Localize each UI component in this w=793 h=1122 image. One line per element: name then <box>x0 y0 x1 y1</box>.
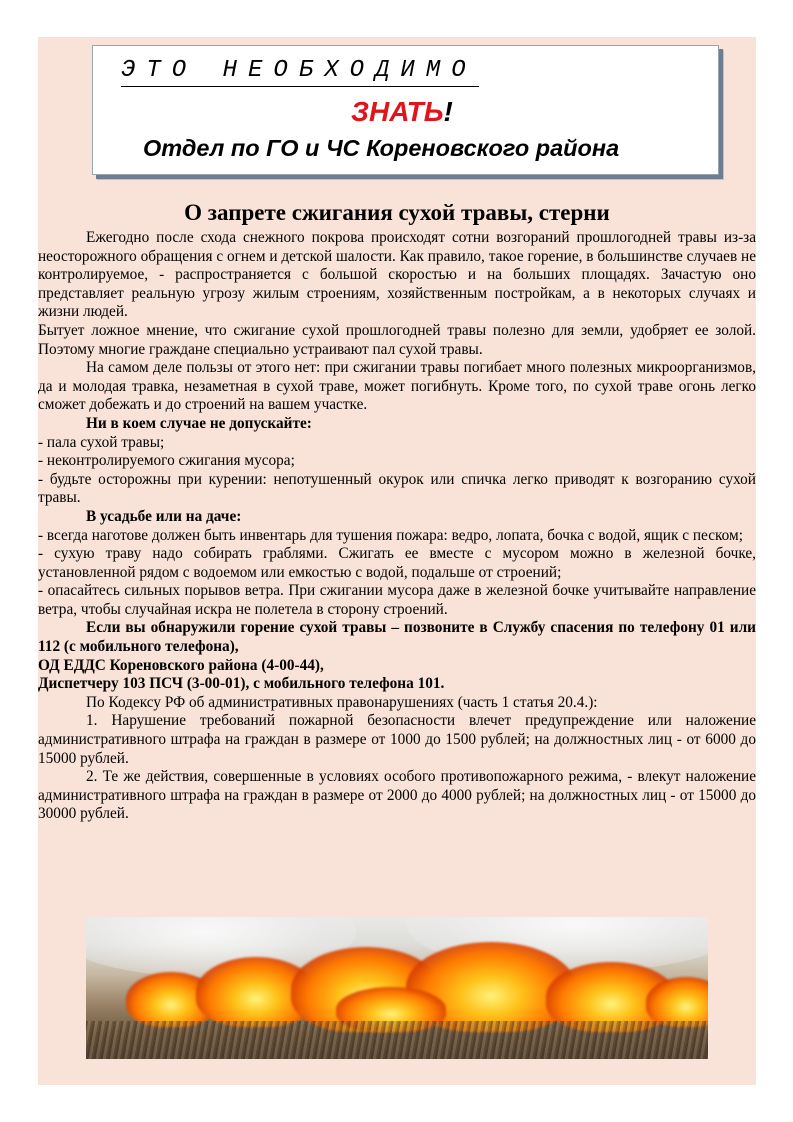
paragraph-intro: Ежегодно после схода снежного покрова происходят сотни возгораний прошлогодней травы из-за неосторожного обращения с огнем и детской шалости. Как правило, такое горение, в большинстве случаев не контролируемое, - распространяется с большой скоростью и на больших площадях. Зачастую оно представляет реальную угрозу жилым строениям, хозяйственным постройкам, а в некоторых случаях и жизни людей. <box>38 229 756 321</box>
heading-prohibited: Ни в коем случае не допускайте: <box>86 414 312 432</box>
header-know-word: ЗНАТЬ <box>351 96 444 127</box>
paragraph-fine-2: 2. Те же действия, совершенные в условиях особого противопожарного режима, - влекут наложение административного штрафа на граждан в размере от 2000 до 4000 рублей; на должностных лиц - от 15000 до 30000 рублей. <box>38 768 756 823</box>
emergency-call-text: Если вы обнаружили горение сухой травы – позвоните в Службу спасения по телефону 01 или 112 (с мобильного телефона), <box>38 619 756 656</box>
list-item: - пала сухой травы; <box>38 433 165 451</box>
paragraph-reality: На самом деле пользы от этого нет: при сжигании травы погибает много полезных микроорганизмов, да и молодая травка, незаметная в сухой траве, может погибнуть. Кроме того, по сухой траве огонь легко сможет добежать и до строений на вашем участке. <box>38 359 756 414</box>
header-line-2 <box>351 96 453 128</box>
article-body <box>38 229 756 824</box>
heading-dacha: В усадьбе или на даче: <box>86 507 242 525</box>
page-title: О запрете сжигания сухой травы, стерни <box>184 200 610 225</box>
list-item: - опасайтесь сильных порывов ветра. При сжигании мусора даже в железной бочке учитывайте направление ветра, чтобы случайная искра не полетела в сторону строений. <box>38 582 756 618</box>
list-item: - будьте осторожны при курении: непотушенный окурок или спичка легко приводят к возгоранию сухой травы. <box>38 470 756 507</box>
paragraph-fine-1: 1. Нарушение требований пожарной безопасности влечет предупреждение или наложение административного штрафа на граждан в размере от 1000 до 1500 рублей; на должностных лиц - от 6000 до 15000 рублей. <box>38 712 756 767</box>
edds-phone-text: ОД ЕДДС Кореновского района (4-00-44), <box>38 656 324 674</box>
header-exclamation: ! <box>443 96 453 127</box>
header-department: Отдел по ГО и ЧС Кореновского района <box>143 135 620 161</box>
burning-grass-photo <box>86 917 708 1059</box>
paragraph-code-reference: По Кодексу РФ об административных правонарушениях (часть 1 статья 20.4.): <box>86 693 598 711</box>
leaflet-page <box>38 37 756 1085</box>
dispatcher-phone-text: Диспетчеру 103 ПСЧ (3-00-01), с мобильного телефона 101. <box>38 675 445 693</box>
paragraph-myth: Бытует ложное мнение, что сжигание сухой прошлогодней травы полезно для земли, удобряет ее золой. Поэтому многие граждане специально устраивают пал сухой травы. <box>38 321 756 358</box>
list-item: - неконтролируемого сжигания мусора; <box>38 452 295 470</box>
header-box <box>92 45 719 175</box>
list-item: - сухую траву надо собирать граблями. Сжигать ее вместе с мусором можно в железной бочке, установленной рядом с водоемом или емкостью с водой, подальше от строений; <box>38 545 756 581</box>
list-item: - всегда наготове должен быть инвентарь для тушения пожара: ведро, лопата, бочка с водой, ящик с песком; <box>38 526 743 544</box>
header-line-1: ЭТО НЕОБХОДИМО <box>121 56 479 87</box>
